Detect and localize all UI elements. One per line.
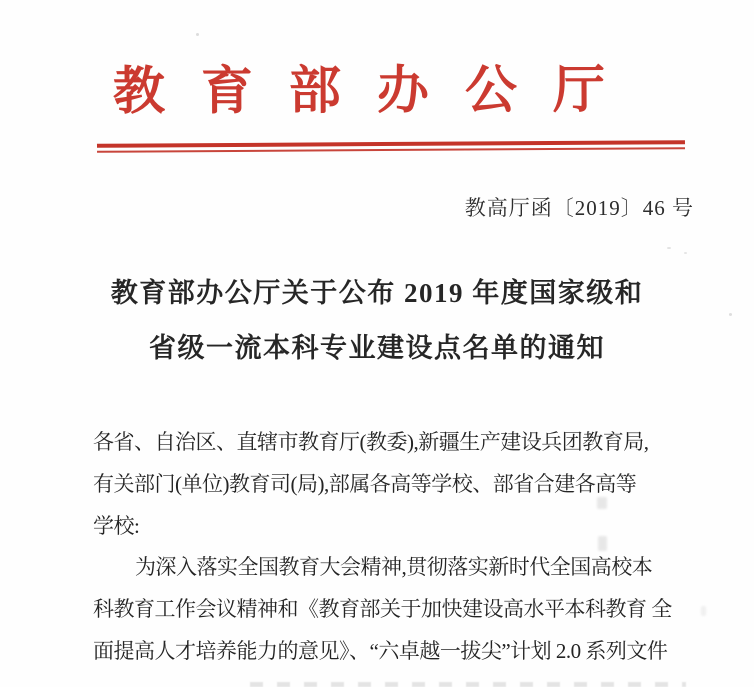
body-line-recipients-3: 学校:	[93, 513, 140, 538]
next-line-cutoff-artifact	[250, 682, 686, 687]
body-line-paragraph-3: 面提高人才培养能力的意见》、“六卓越一拔尖”计划 2.0 系列文件	[93, 638, 668, 663]
doc-title-line-2: 省级一流本科专业建设点名单的通知	[149, 333, 605, 363]
doc-title	[0, 266, 754, 376]
scan-speck	[684, 252, 687, 254]
scan-speck	[729, 313, 732, 316]
agency-masthead: 教育部办公厅	[112, 62, 642, 121]
scan-speck	[196, 33, 199, 36]
scan-smudge	[597, 497, 607, 509]
scan-smudge	[701, 606, 706, 616]
doc-reference-number: 教高厅函〔2019〕46 号	[464, 196, 694, 220]
body-line-paragraph-1: 为深入落实全国教育大会精神,贯彻落实新时代全国高校本	[135, 555, 653, 580]
doc-title-line-1: 教育部办公厅关于公布 2019 年度国家级和	[110, 278, 644, 308]
scan-smudge	[598, 536, 607, 551]
body-line-recipients-1: 各省、自治区、直辖市教育厅(教委),新疆生产建设兵团教育局,	[93, 430, 649, 454]
scan-speck	[667, 247, 671, 249]
body-line-recipients-2: 有关部门(单位)教育司(局),部属各高等学校、部省合建各高等	[93, 471, 637, 496]
red-divider-rule	[97, 140, 685, 153]
body-line-paragraph-2: 科教育工作会议精神和《教育部关于加快建设高水平本科教育 全	[93, 597, 672, 622]
doc-body	[93, 422, 723, 673]
